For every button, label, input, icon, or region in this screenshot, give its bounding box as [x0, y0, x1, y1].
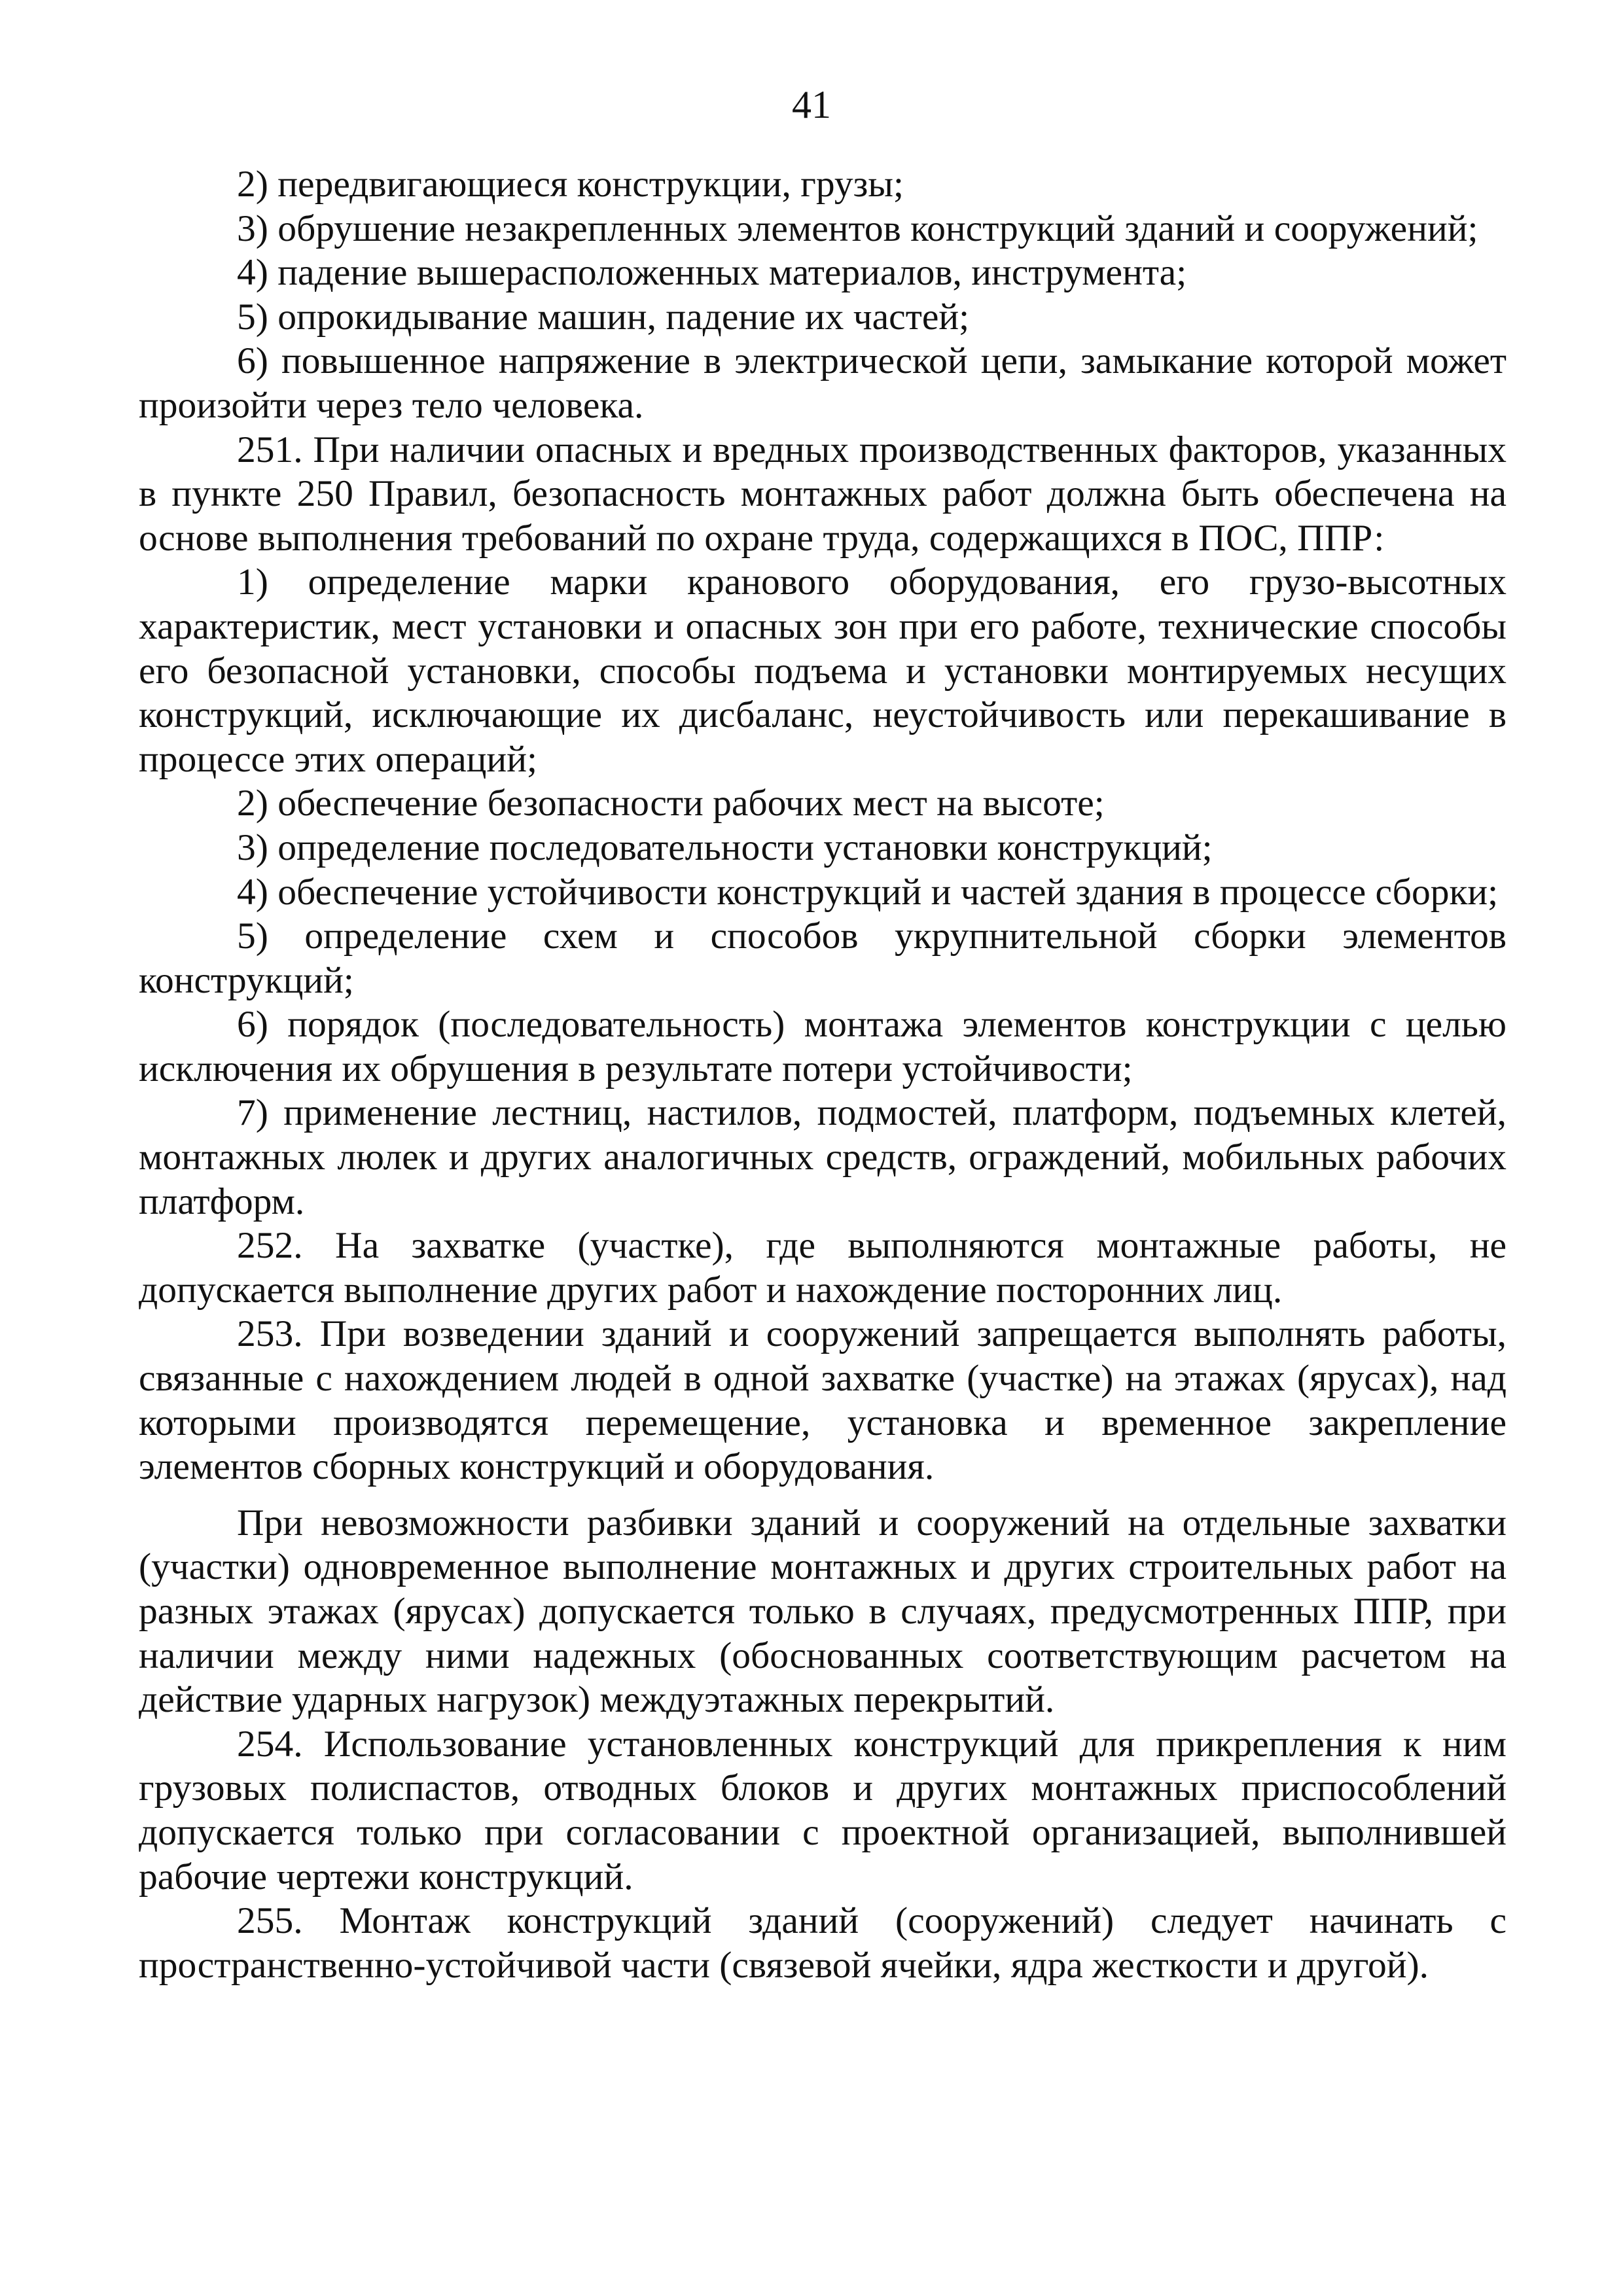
page-number: 41: [792, 83, 831, 126]
clause-251: 251. При наличии опасных и вредных производственных факторов, указанных в пункте 250 Правил, безопасность монтажных работ должна быть обеспечена на основе выполнения требований по охране труда, содержащихся в ПОС, ППР:: [139, 429, 1507, 559]
clause-253: 253. При возведении зданий и сооружений запрещается выполнять работы, связанные с нахождением людей в одной захватке (участке) на этажах (ярусах), над которыми производятся перемещение, установка и временное закрепление элементов сборных конструкций и оборудования.: [139, 1313, 1507, 1488]
body-text: [139, 162, 1507, 1987]
clause-251-item-6: 6) порядок (последовательность) монтажа элементов конструкции с целью исключения их обрушения в результате потери устойчивости;: [139, 1004, 1507, 1089]
list-item-4-falling-materials: 4) падение вышерасположенных материалов, инструмента;: [237, 252, 1187, 294]
clause-253-continuation: При невозможности разбивки зданий и сооружений на отдельные захватки (участки) одновременное выполнение монтажных и других строительных работ на разных этажах (ярусах) допускается только в случаях, предусмотренных ППР, при наличии между ними надежных (обоснованных соответствующим расчетом на действие ударных нагрузок) междуэтажных перекрытий.: [139, 1502, 1507, 1721]
clause-251-item-3: 3) определение последовательности установки конструкций;: [237, 826, 1213, 868]
clause-251-item-4: 4) обеспечение устойчивости конструкций и частей здания в процессе сборки;: [237, 871, 1499, 913]
list-item-3-collapse: 3) обрушение незакрепленных элементов конструкций зданий и сооружений;: [237, 207, 1478, 249]
list-item-5-overturning: 5) опрокидывание машин, падение их частей;: [237, 296, 970, 338]
clause-251-item-1: 1) определение марки кранового оборудования, его грузо-высотных характеристик, мест установки и опасных зон при его работе, технические способы его безопасной установки, способы подъема и установки монтируемых несущих конструкций, исключающие их дисбаланс, неустойчивость или перекашивание в процессе этих операций;: [139, 561, 1507, 780]
list-item-6-voltage: 6) повышенное напряжение в электрической цепи, замыкание которой может произойти через тело человека.: [139, 340, 1507, 426]
clause-255: 255. Монтаж конструкций зданий (сооружений) следует начинать с пространственно-устойчивой части (связевой ячейки, ядра жесткости и другой).: [139, 1900, 1507, 1986]
clause-252: 252. На захватке (участке), где выполняются монтажные работы, не допускается выполнение других работ и нахождение посторонних лиц.: [139, 1225, 1507, 1311]
list-item-2-moving-structures: 2) передвигающиеся конструкции, грузы;: [237, 164, 904, 205]
clause-251-item-5: 5) определение схем и способов укрупнительной сборки элементов конструкций;: [139, 915, 1507, 1001]
clause-251-item-7: 7) применение лестниц, настилов, подмостей, платформ, подъемных клетей, монтажных люлек и других аналогичных средств, ограждений, мобильных рабочих платформ.: [139, 1092, 1507, 1222]
clause-254: 254. Использование установленных конструкций для прикрепления к ним грузовых полиспастов, отводных блоков и других монтажных приспособлений допускается только при согласовании с проектной организацией, выполнившей рабочие чертежи конструкций.: [139, 1723, 1507, 1898]
clause-251-item-2: 2) обеспечение безопасности рабочих мест на высоте;: [237, 783, 1105, 824]
